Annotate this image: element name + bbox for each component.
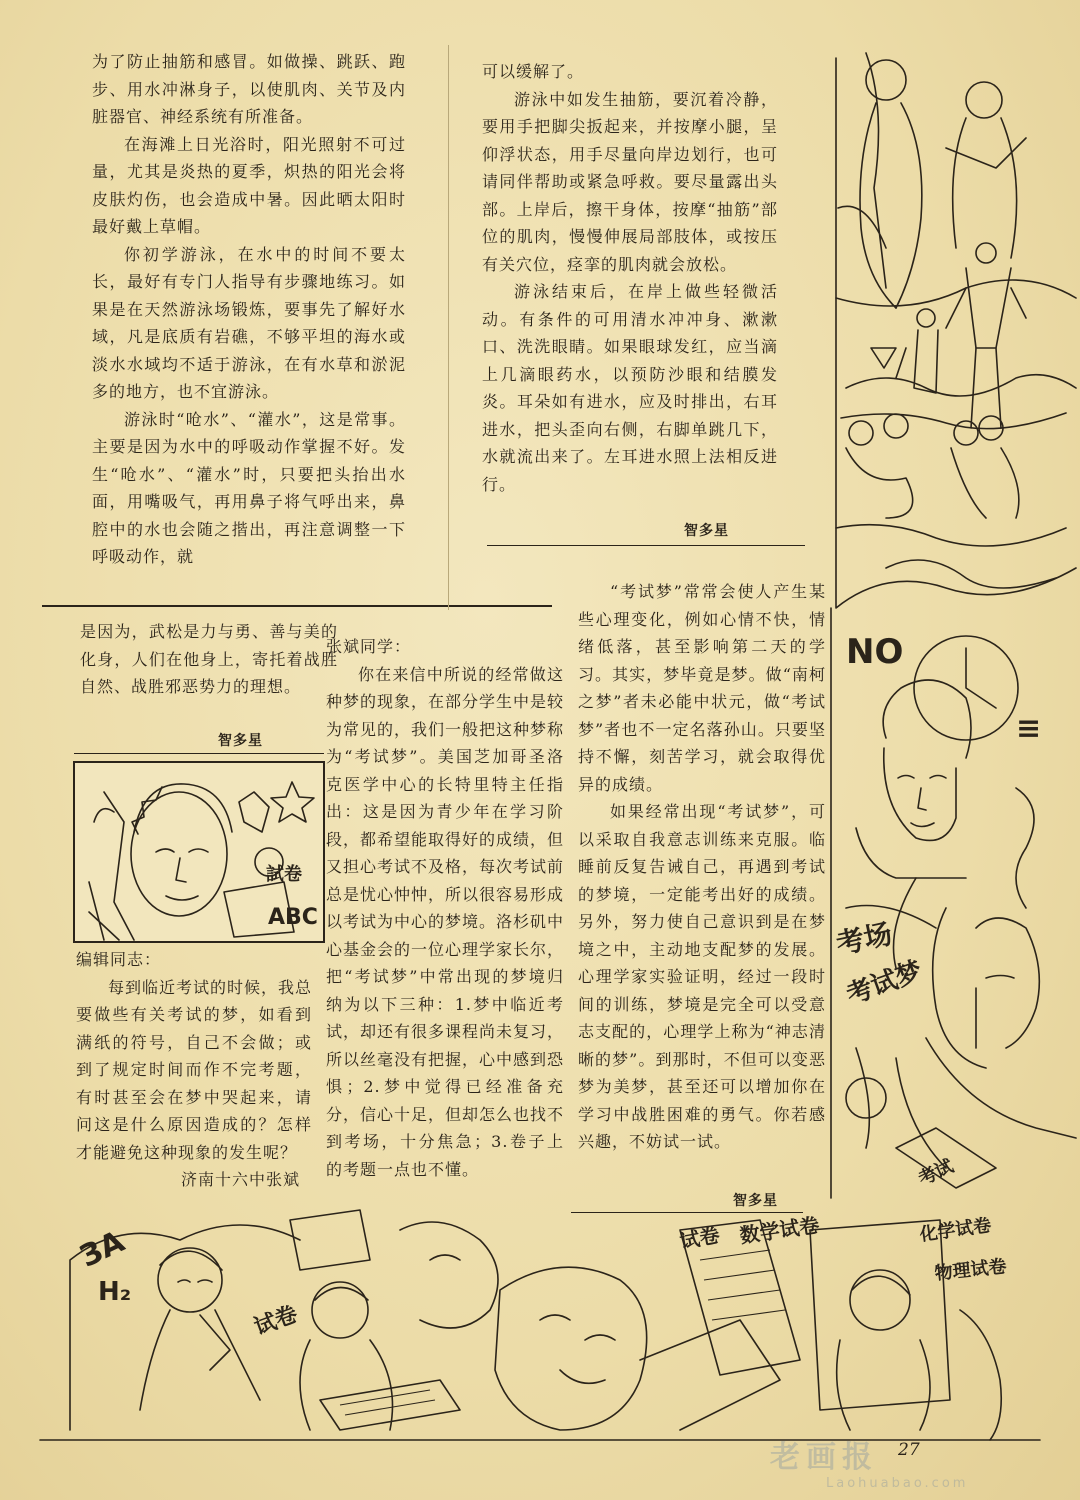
reply-salutation: 张斌同学： (326, 637, 412, 656)
student-exam-illustration (74, 762, 324, 942)
art-label: 数学试卷 (738, 1212, 821, 1248)
paragraph: 是因为，武松是力与勇、善与美的化身，人们在他身上，寄托着战胜自然、战胜邪恶势力的理想。 (80, 622, 338, 696)
paragraph: 游泳时“呛水”、“灌水”，这是常事。主要是因为水中的呼吸动作掌握不好。发生“呛水”、“灌水”时，只要把头抬出水面，用嘴吸气，再用鼻子将气呼出来，鼻腔中的水也会随之揩出，再注意调整一下呼吸动作，就 (92, 409, 406, 566)
art-label: H₂ (98, 1277, 132, 1307)
swim-article-col2 (482, 58, 778, 498)
section-divider (42, 605, 552, 607)
watermark-url: Laohuabao.com (826, 1476, 969, 1491)
swim-article-signature: 智多星 (684, 523, 729, 539)
watermark (770, 1432, 968, 1491)
wusong-signature: 智多星 (218, 733, 263, 749)
letter-sign-off: 济南十六中张斌 (180, 1170, 300, 1189)
watermark-title: 老画报 (770, 1440, 878, 1475)
divider (74, 753, 324, 754)
wusong-snippet (80, 618, 338, 701)
paragraph: 可以缓解了。 (482, 62, 585, 81)
divider (487, 545, 805, 546)
bottom-illustration-band (40, 1200, 1040, 1448)
art-label: 試卷 (266, 864, 302, 885)
svg-text:≡: ≡ (1016, 711, 1042, 746)
letter-salutation: 编辑同志： (76, 950, 162, 969)
paragraph: 游泳中如发生抽筋，要沉着冷静，要用手把脚尖扳起来，并按摩小腿，呈仰浮状态，用手尽量向岸边划行，也可请同伴帮助或紧急呼救。要尽量露出头部。上岸后，擦干身体，按摩“抽筋”部位的肌肉，慢慢伸展局部肢体，或按压有关穴位，痉挛的肌肉就会放松。 (482, 89, 778, 274)
right-illustration-strip (826, 48, 1076, 1198)
reply-col-b (578, 578, 826, 1156)
reply-col-a (326, 633, 564, 1183)
art-label: 考试梦 (842, 955, 927, 1011)
art-label: 化学试卷 (918, 1214, 993, 1246)
paragraph: 你在来信中所说的经常做这种梦的现象，在部分学生中是较为常见的，我们一般把这种梦称为“考试梦”。美国芝加哥圣洛克医学中心的长特里特主任指出：这是因为青少年在学习阶段，都希望能取得好的成绩，但又担心考试不及格，每次考试前总是忧心忡忡，所以很容易形成以考试为中心的梦境。洛杉矶中心基金会的一位心理学家长尔，把“考试梦”中常出现的梦境归纳为以下三种：1.梦中临近考试，却还有很多课程尚未复习，所以丝毫没有把握，心中感到恐惧；2.梦中觉得已经准备充分，信心十足，但却怎么也找不到考场，十分焦急；3.卷子上的考题一点也不懂。 (326, 664, 565, 1179)
art-label: 试卷 (251, 1301, 302, 1341)
svg-text:ЗА: ЗА (74, 1224, 130, 1275)
reply-signature: 智多星 (733, 1193, 778, 1209)
swim-article-col1 (92, 48, 406, 571)
paragraph: 如果经常出现“考试梦”，可以采取自我意志训练来克服。临睡前反复告诫自己，再遇到考试的梦境，一定能考出好的成绩。另外，努力使自己意识到是在梦境之中，主动地支配梦的发展。心理学家实验证明，经过一段时间的训练，梦境是完全可以受意志支配的，心理学上称为“神志清晰的梦”。到那时，不但可以变恶梦为美梦，甚至还可以增加你在学习中战胜困难的勇气。你若感兴趣，不妨试一试。 (578, 802, 826, 1151)
art-label: 考场 (833, 916, 895, 961)
student-letter (76, 946, 312, 1194)
paragraph: “考试梦”常常会使人产生某些心理变化，例如心情不快，情绪低落，甚至影响第二天的学习。其实，梦毕竟是梦。做“南柯之梦”者未必能中状元，做“考试梦”者也不一定名落孙山。只要坚持不懈，刻苦学习，就会取得优异的成绩。 (578, 582, 826, 794)
column-divider (448, 45, 449, 610)
paragraph: 为了防止抽筋和感冒。如做操、跳跃、跑步、用水冲淋身子，以使肌肉、关节及内脏器官、神经系统有所准备。 (92, 52, 406, 126)
page-number: 27 (898, 1440, 920, 1460)
paragraph: 在海滩上日光浴时，阳光照射不可过量，尤其是炎热的夏季，炽热的阳光会将皮肤灼伤，也会造成中暑。因此晒太阳时最好戴上草帽。 (92, 134, 406, 236)
art-label: 考试 (915, 1155, 957, 1191)
paragraph: 游泳结束后，在岸上做些轻微活动。有条件的可用清水冲冲身、漱漱口、洗洗眼睛。如果眼球发红，应当滴上几滴眼药水，以预防沙眼和结膜发炎。耳朵如有进水，应及时排出，右耳进水，把头歪向右侧，右脚单跳几下，水就流出来了。左耳进水照上法相反进行。 (482, 282, 778, 494)
paragraph: 你初学游泳，在水中的时间不要太长，最好有专门人指导有步骤地练习。如果是在天然游泳场锻炼，要事先了解好水域，凡是底质有岩礁，不够平坦的海水或淡水水域均不适于游泳，在有水草和淤泥多的地方，也不宜游泳。 (92, 244, 406, 401)
art-label: ABC (268, 905, 318, 930)
art-label: 试卷 (677, 1222, 722, 1254)
letter-body: 每到临近考试的时候，我总要做些有关考试的梦，如看到满纸的符号，自己不会做；或到了规定时间而作不完考题，有时甚至会在梦中哭起来，请问这是什么原因造成的？怎样才能避免这种现象的发生呢？ (76, 977, 313, 1162)
art-label: 物理试卷 (933, 1256, 1008, 1285)
art-label: NO (846, 632, 904, 672)
